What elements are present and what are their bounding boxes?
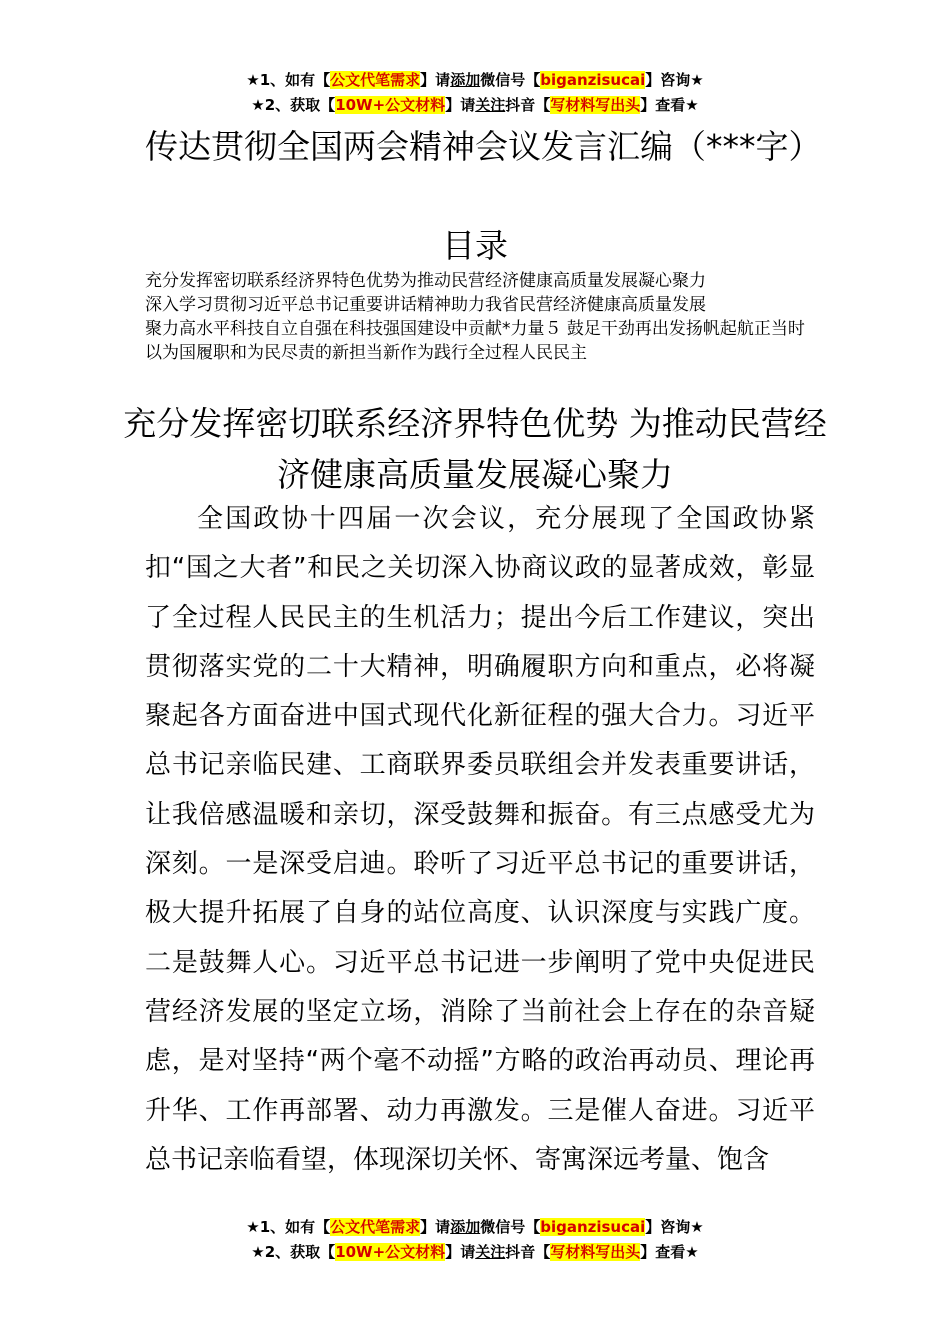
promo-emphasis: 添加 [450,1218,481,1236]
highlight-service: 公文代笔需求 [330,71,421,89]
highlight-service: 公文代笔需求 [330,1218,421,1236]
promo-text: 】请 [445,96,476,114]
toc-heading: 目录 [442,226,508,265]
promo-line-1 [0,68,950,93]
document-title: 传达贯彻全国两会精神会议发言汇编（***字） [145,127,822,166]
table-of-contents [145,269,825,365]
promo-text: 微信号【 [480,71,541,89]
promo-text: 】请 [445,1243,476,1261]
promo-emphasis: 添加 [450,71,481,89]
promo-text: 抖音【 [505,96,551,114]
promo-text: ★2、获取【 [251,96,336,114]
promo-text: 抖音【 [505,1243,551,1261]
promo-text: 】请 [420,1218,451,1236]
section-title: 充分发挥密切联系经济界特色优势 为推动民营经济健康高质量发展凝心聚力 [123,404,827,494]
highlight-wechat-id: biganzisucai [540,1218,646,1236]
promo-text: ★1、如有【 [246,71,331,89]
promo-text: ★1、如有【 [246,1218,331,1236]
highlight-materials: 10W+公文材料 [335,96,446,114]
promo-text: 】查看★ [640,96,699,114]
toc-item: 聚力高水平科技自立自强在科技强国建设中贡献*力量５ 鼓足干劲再出发扬帆起航正当时 [145,319,805,339]
promo-text: 】查看★ [640,1243,699,1261]
promo-text: 】咨询★ [645,71,704,89]
toc-item: 深入学习贯彻习近平总书记重要讲话精神助力我省民营经济健康高质量发展 [145,295,706,315]
highlight-wechat-id: biganzisucai [540,71,646,89]
highlight-douyin: 写材料写出头 [550,1243,641,1261]
promo-line-1 [0,1215,950,1240]
promo-text: 】请 [420,71,451,89]
promo-text: ★2、获取【 [251,1243,336,1261]
body-paragraph: 全国政协十四届一次会议，充分展现了全国政协紧扣“国之大者”和民之关切深入协商议政的显著成效，彰显了全过程人民民主的生机活力；提出今后工作建议，突出贯彻落实党的二十大精神，明确履职方向和重点，必将凝聚起各方面奋进中国式现代化新征程的强大合力。习近平总书记亲临民建、工商联界委员联组会并发表重要讲话，让我倍感温暖和亲切，深受鼓舞和振奋。有三点感受尤为深刻。一是深受启迪。聆听了习近平总书记的重要讲话，极大提升拓展了自身的站位高度、认识深度与实践广度。二是鼓舞人心。习近平总书记进一步阐明了党中央促进民营经济发展的坚定立场，消除了当前社会上存在的杂音疑虑，是对坚持“两个毫不动摇”方略的政治再动员、理论再升华、工作再部署、动力再激发。三是催人奋进。习近平总书记亲临看望，体现深切关怀、寄寓深远考量、饱含 [145,504,815,1175]
promo-emphasis: 关注 [475,1243,506,1261]
highlight-douyin: 写材料写出头 [550,96,641,114]
toc-item: 充分发挥密切联系经济界特色优势为推动民营经济健康高质量发展凝心聚力 [145,271,706,291]
highlight-materials: 10W+公文材料 [335,1243,446,1261]
promo-banner-top [0,68,950,118]
promo-emphasis: 关注 [475,96,506,114]
promo-text: 】咨询★ [645,1218,704,1236]
promo-banner-bottom [0,1215,950,1265]
promo-text: 微信号【 [480,1218,541,1236]
promo-line-2 [0,1240,950,1265]
promo-line-2 [0,93,950,118]
toc-item: 以为国履职和为民尽责的新担当新作为践行全过程人民民主 [145,343,587,363]
